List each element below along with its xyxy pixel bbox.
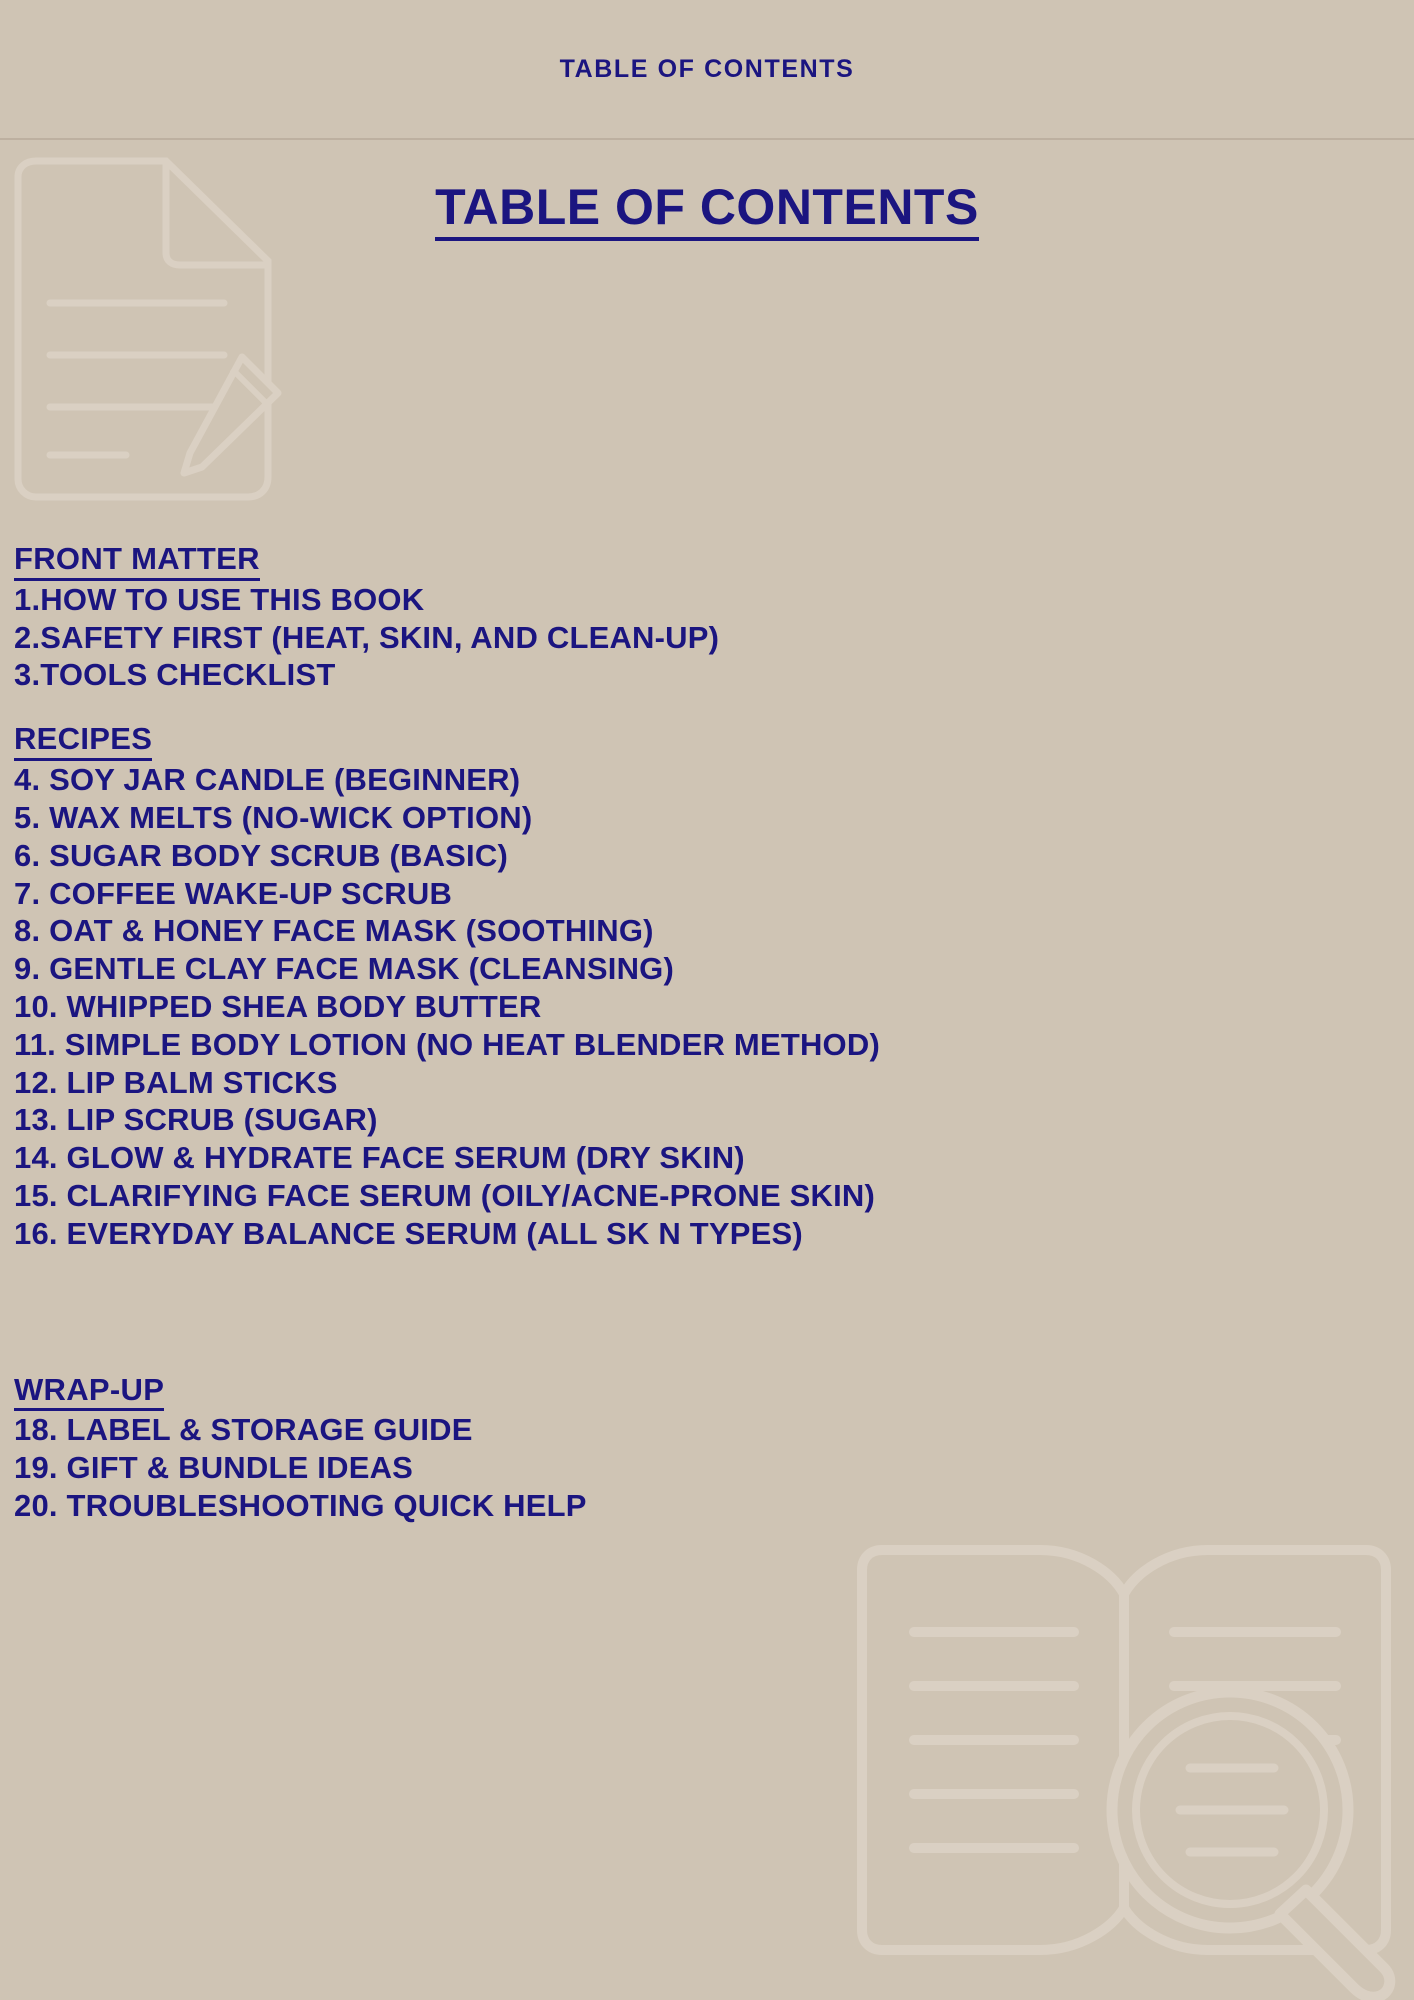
- page-title-text: TABLE OF CONTENTS: [435, 179, 979, 241]
- toc-entry[interactable]: 16. EVERYDAY BALANCE SERUM (ALL SK N TYPES): [14, 1215, 803, 1251]
- header-title: TABLE OF CONTENTS: [559, 54, 855, 83]
- toc-section-recipes: [14, 720, 1174, 1252]
- toc-entry[interactable]: 11. SIMPLE BODY LOTION (NO HEAT BLENDER METHOD): [14, 1026, 880, 1062]
- toc-section-wrap-up: [14, 1371, 1174, 1525]
- toc-entry[interactable]: 18. LABEL & STORAGE GUIDE: [14, 1412, 473, 1448]
- toc-section-heading[interactable]: RECIPES: [14, 720, 152, 761]
- toc-section-front-matter: [14, 540, 1174, 694]
- toc-entry[interactable]: 19. GIFT & BUNDLE IDEAS: [14, 1450, 414, 1486]
- section-spacer: [14, 1253, 1174, 1371]
- toc-entry[interactable]: 20. TROUBLESHOOTING QUICK HELP: [14, 1488, 587, 1524]
- toc-entry[interactable]: 7. COFFEE WAKE-UP SCRUB: [14, 875, 453, 911]
- toc-entry[interactable]: 6. SUGAR BODY SCRUB (BASIC): [14, 837, 508, 873]
- toc-section-heading[interactable]: FRONT MATTER: [14, 540, 260, 581]
- toc-entry[interactable]: 14. GLOW & HYDRATE FACE SERUM (DRY SKIN): [14, 1140, 745, 1176]
- page-title: [0, 178, 1414, 236]
- toc-entry[interactable]: 2.SAFETY FIRST (HEAT, SKIN, AND CLEAN-UP): [14, 619, 720, 655]
- toc-section-heading[interactable]: WRAP-UP: [14, 1371, 164, 1412]
- toc-entry[interactable]: 9. GENTLE CLAY FACE MASK (CLEANSING): [14, 951, 674, 987]
- toc-entry[interactable]: 8. OAT & HONEY FACE MASK (SOOTHING): [14, 913, 654, 949]
- open-book-magnifier-icon: [844, 1510, 1404, 2000]
- toc-entry[interactable]: 13. LIP SCRUB (SUGAR): [14, 1102, 378, 1138]
- toc-entry[interactable]: 1.HOW TO USE THIS BOOK: [14, 581, 425, 617]
- toc-entry[interactable]: 10. WHIPPED SHEA BODY BUTTER: [14, 988, 542, 1024]
- toc-entry[interactable]: 5. WAX MELTS (NO-WICK OPTION): [14, 799, 533, 835]
- section-spacer: [14, 694, 1174, 720]
- document-page: [0, 140, 1414, 2000]
- toc-entry[interactable]: 4. SOY JAR CANDLE (BEGINNER): [14, 762, 521, 798]
- toc-entry[interactable]: 3.TOOLS CHECKLIST: [14, 657, 336, 693]
- toc-entry[interactable]: 12. LIP BALM STICKS: [14, 1064, 338, 1100]
- page-header-bar: [0, 0, 1414, 140]
- table-of-contents-list: [14, 540, 1174, 1525]
- toc-entry[interactable]: 15. CLARIFYING FACE SERUM (OILY/ACNE-PRONE SKIN): [14, 1178, 876, 1213]
